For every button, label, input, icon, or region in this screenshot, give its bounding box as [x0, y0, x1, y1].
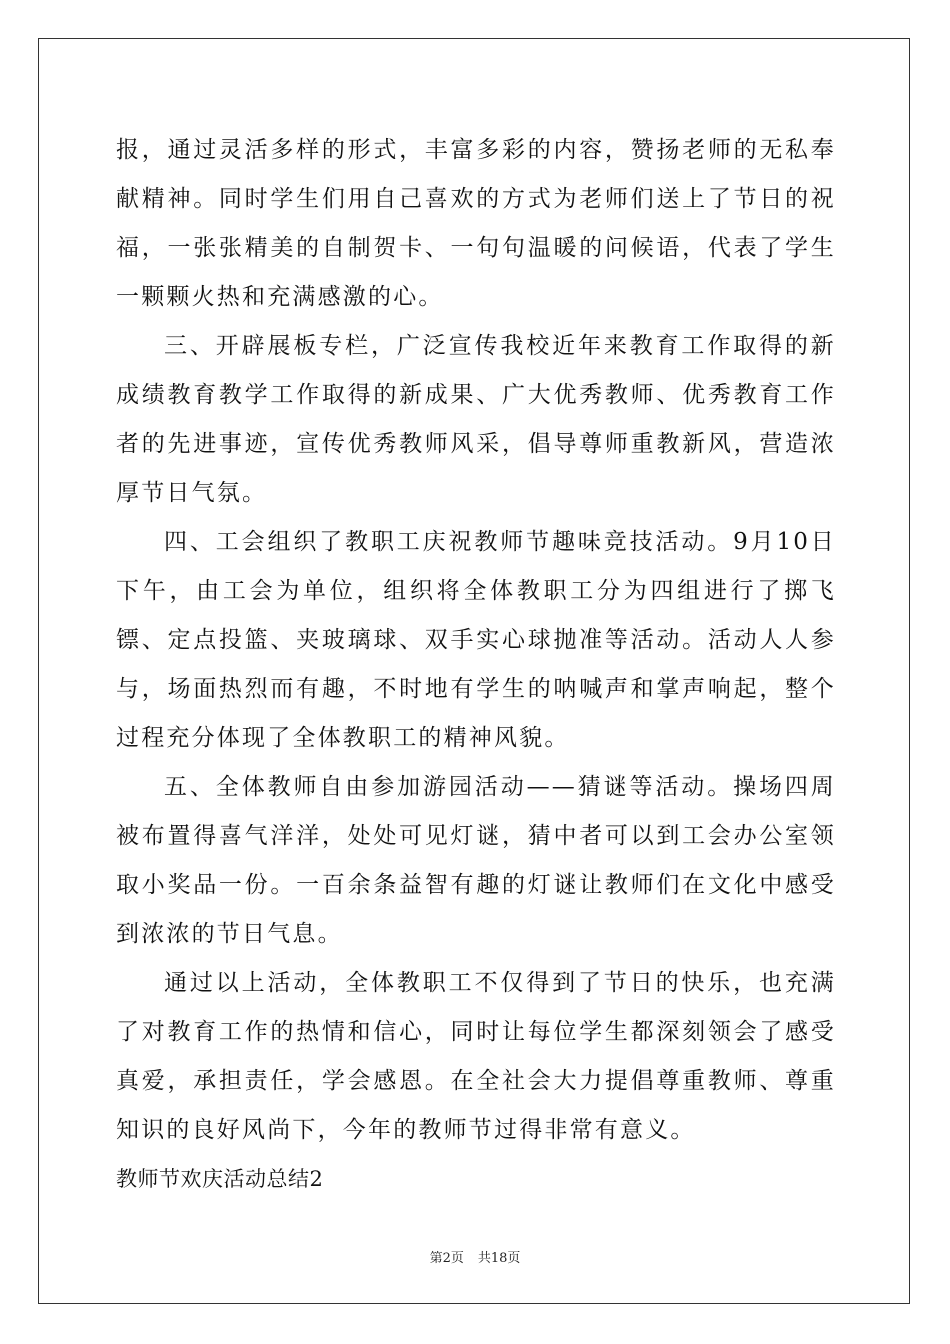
page-footer	[0, 1247, 950, 1266]
page-total: 共18页	[477, 1251, 521, 1266]
document-body	[116, 126, 836, 1204]
paragraph-3: 四、工会组织了教职工庆祝教师节趣味竞技活动。9月10日下午，由工会为单位，组织将全体教职工分为四组进行了掷飞镖、定点投篮、夹玻璃球、双手实心球抛准等活动。活动人人参与，场面热烈而有趣，不时地有学生的呐喊声和掌声响起，整个过程充分体现了全体教职工的精神风貌。	[116, 529, 836, 751]
section-heading: 教师节欢庆活动总结2	[116, 1167, 324, 1191]
page-number: 第2页	[429, 1251, 464, 1266]
paragraph-1: 报，通过灵活多样的形式，丰富多彩的内容，赞扬老师的无私奉献精神。同时学生们用自己喜欢的方式为老师们送上了节日的祝福，一张张精美的自制贺卡、一句句温暖的问候语，代表了学生一颗颗火热和充满感激的心。	[116, 137, 836, 310]
paragraph-2: 三、开辟展板专栏，广泛宣传我校近年来教育工作取得的新成绩教育教学工作取得的新成果、广大优秀教师、优秀教育工作者的先进事迹，宣传优秀教师风采，倡导尊师重教新风，营造浓厚节日气氛。	[116, 333, 836, 506]
paragraph-5: 通过以上活动，全体教职工不仅得到了节日的快乐，也充满了对教育工作的热情和信心，同时让每位学生都深刻领会了感受真爱，承担责任，学会感恩。在全社会大力提倡尊重教师、尊重知识的良好风尚下，今年的教师节过得非常有意义。	[116, 970, 836, 1143]
paragraph-4: 五、全体教师自由参加游园活动——猜谜等活动。操场四周被布置得喜气洋洋，处处可见灯谜，猜中者可以到工会办公室领取小奖品一份。一百余条益智有趣的灯谜让教师们在文化中感受到浓浓的节日气息。	[116, 774, 836, 947]
